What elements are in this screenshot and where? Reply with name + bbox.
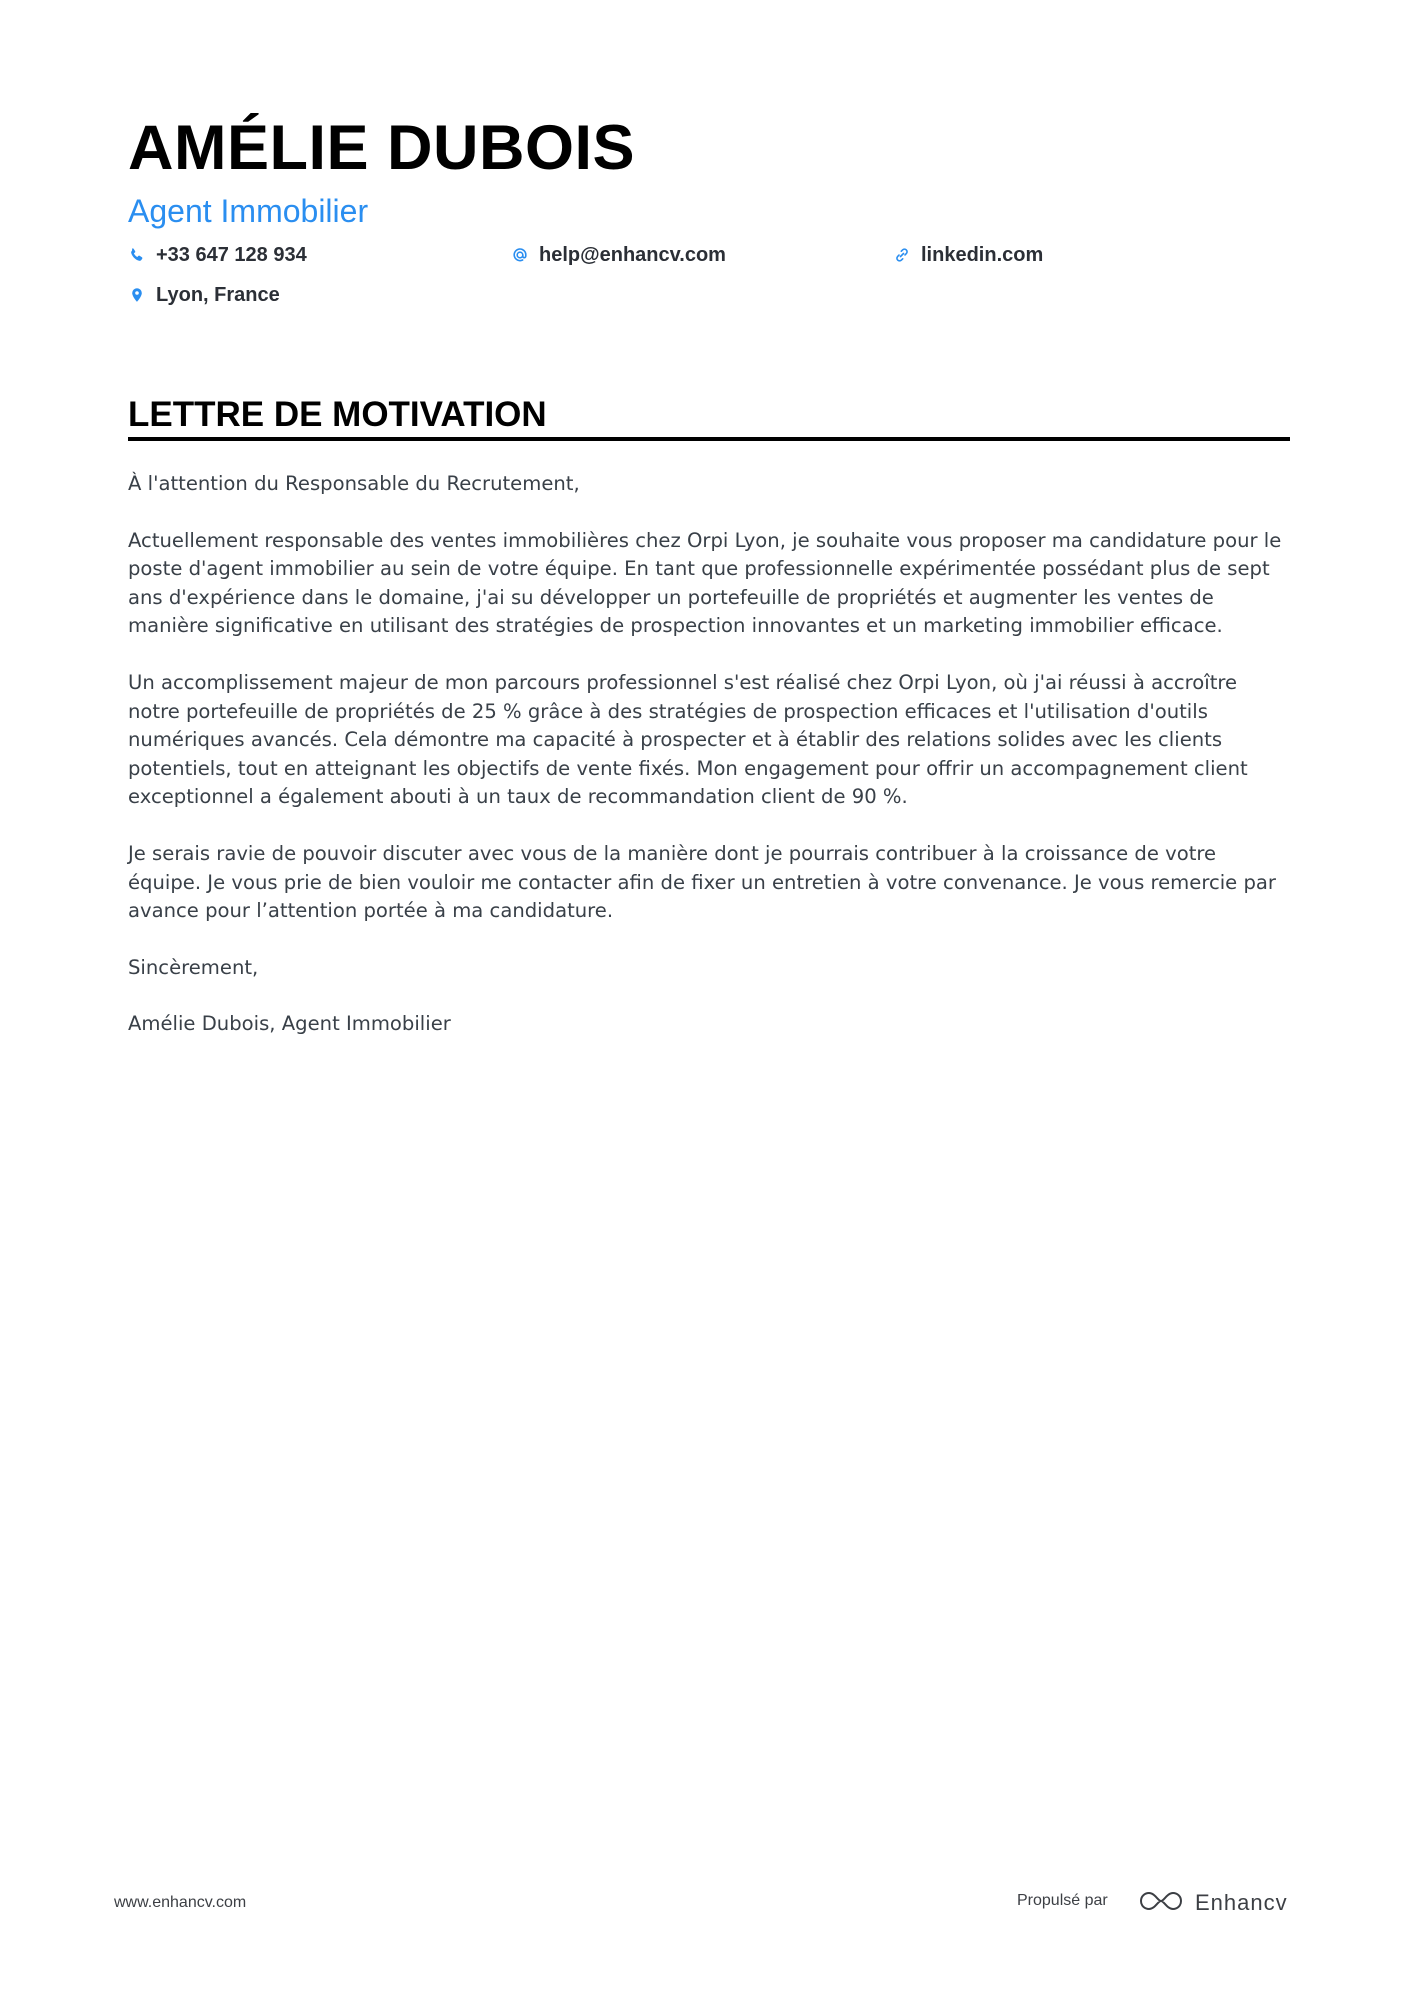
enhancv-logo-icon (1137, 1887, 1185, 1919)
letter-signature: Amélie Dubois, Agent Immobilier (128, 1012, 451, 1036)
letter-paragraph: Un accomplissement majeur de mon parcours professionnel s'est réalisé chez Orpi Lyon, où j'ai réussi à accroître notre portefeuille de propriétés de 25 % grâce à des stratégies de prospection efficaces et l'utilisation d'outils numériques avancés. Cela démontre ma capacité à prospecter et à établir des relations solides avec les clients potentiels, tout en atteignant les objectifs de vente fixés. Mon engagement pour offrir un accompagnement client exceptionnel a également abouti à un taux de recommandation client de 90 %. (128, 670, 1248, 809)
location-pin-icon (128, 286, 146, 304)
applicant-name: AMÉLIE DUBOIS (128, 113, 636, 183)
contact-phone-text: +33 647 128 934 (156, 243, 307, 266)
applicant-role: Agent Immobilier (128, 193, 369, 229)
letter-paragraph: Je serais ravie de pouvoir discuter avec vous de la manière dont je pourrais contribuer à la croissance de votre équipe. Je vous prie de bien vouloir me contacter afin de fixer un entretien à votre convenance. Je vous remercie par avance pour l’attention portée à ma candidature. (128, 841, 1276, 923)
letter-closing: Sincèrement, (128, 955, 259, 979)
contact-link[interactable] (893, 241, 1043, 269)
at-icon (511, 246, 529, 264)
contact-location-text: Lyon, France (156, 283, 280, 306)
section-title: LETTRE DE MOTIVATION (128, 395, 547, 434)
letter-paragraph: Actuellement responsable des ventes immobilières chez Orpi Lyon, je souhaite vous proposer ma candidature pour le poste d'agent immobilier au sein de votre équipe. En tant que professionnelle expérimentée possédant plus de sept ans d'expérience dans le domaine, j'ai su développer un portefeuille de propriétés et augmenter les ventes de manière significative en utilisant des stratégies de prospection innovantes et un marketing immobilier efficace. (128, 528, 1282, 638)
contact-phone[interactable] (128, 241, 307, 269)
footer-powered-by: Propulsé par (1017, 1892, 1108, 1909)
contact-location (128, 281, 280, 309)
link-icon (893, 246, 911, 264)
contact-email-text: help@enhancv.com (539, 243, 726, 266)
footer-brand-logo[interactable] (1137, 1887, 1288, 1919)
footer-website[interactable]: www.enhancv.com (114, 1894, 247, 1911)
contact-link-text: linkedin.com (921, 243, 1044, 266)
letter-body (128, 470, 1293, 1067)
phone-icon (128, 246, 146, 264)
letter-salutation: À l'attention du Responsable du Recrutement, (128, 472, 580, 495)
section-divider (128, 437, 1290, 441)
footer-brand-name: Enhancv (1195, 1890, 1288, 1915)
contact-email[interactable] (511, 241, 726, 269)
